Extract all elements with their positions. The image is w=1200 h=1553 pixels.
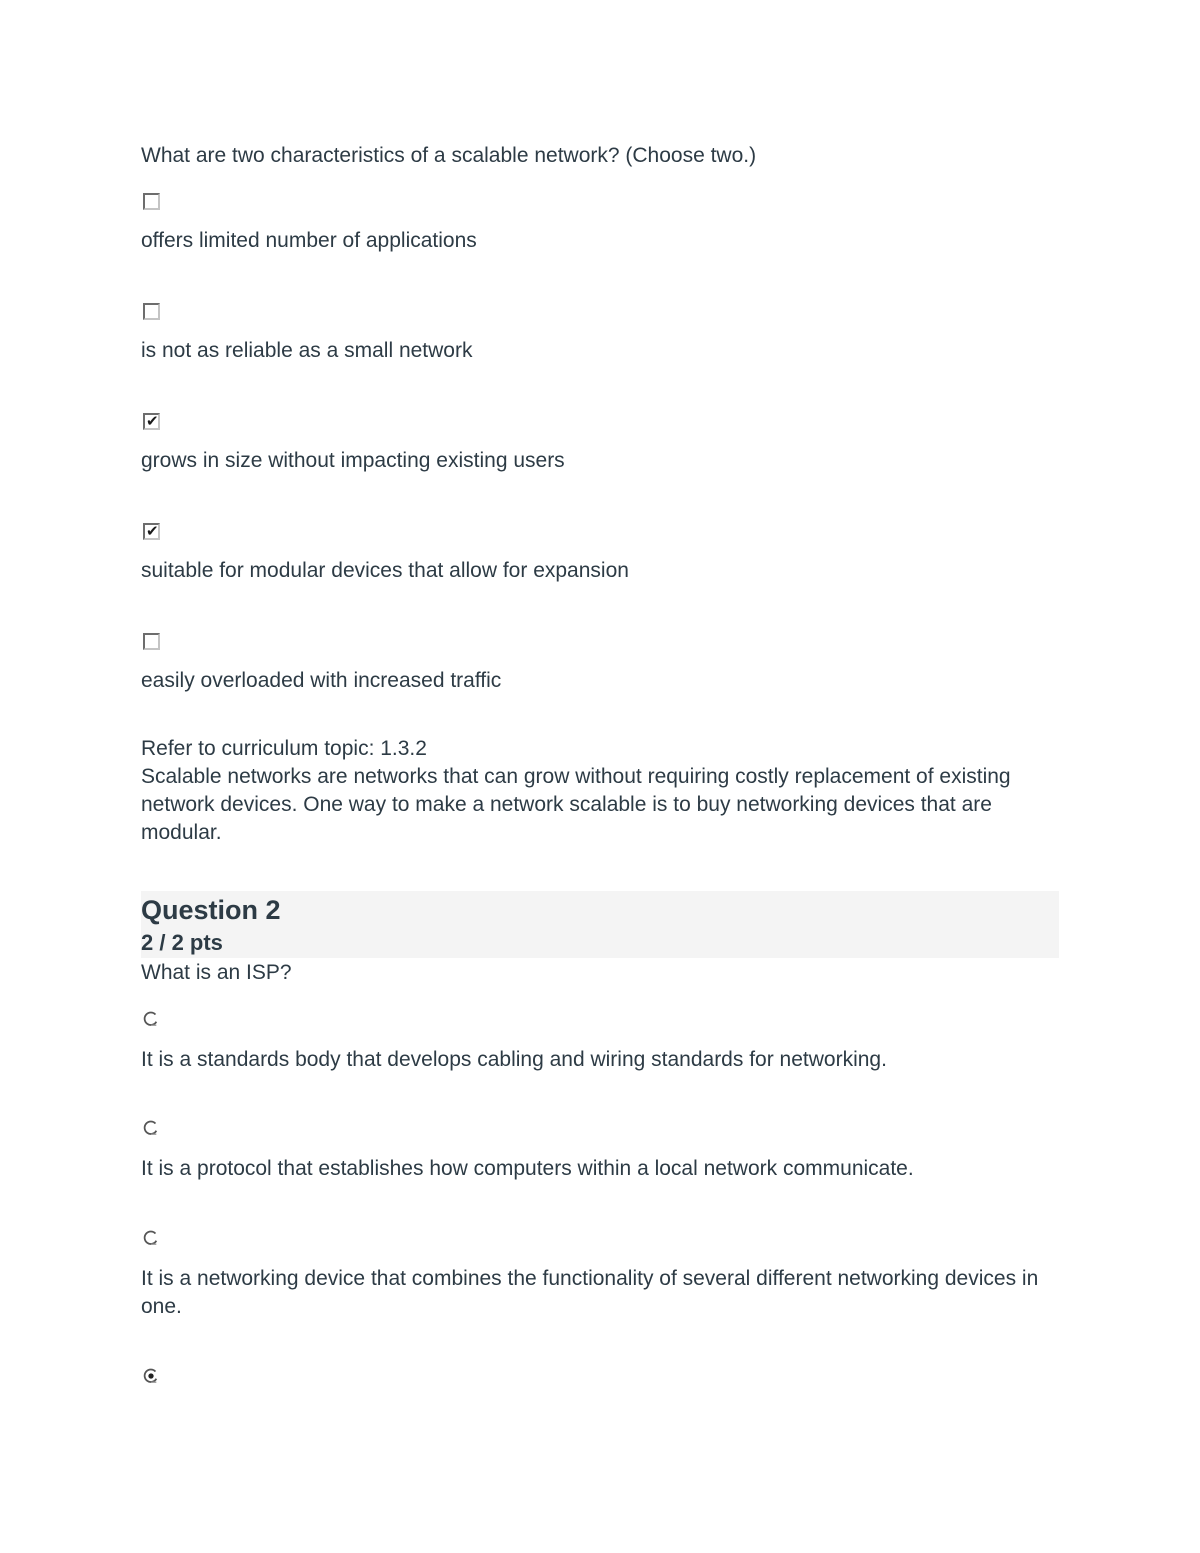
checkmark-icon: ✔ (146, 522, 159, 540)
q2-option-2-label: It is a protocol that establishes how computers within a local network communicate. (141, 1157, 914, 1180)
option-3-label: grows in size without impacting existing users (141, 449, 565, 472)
option-1-label: offers limited number of applications (141, 229, 477, 252)
checkmark-icon: ✔ (146, 412, 159, 430)
option-2-checkbox[interactable] (143, 303, 160, 320)
question-2-title: Question 2 (141, 895, 281, 925)
q2-option-1-radio[interactable] (143, 1011, 159, 1027)
option-5-label: easily overloaded with increased traffic (141, 669, 502, 692)
q2-option-3-label: It is a networking device that combines the functionality of several different networking devices in one. (141, 1267, 1039, 1318)
curriculum-reference: Refer to curriculum topic: 1.3.2 (141, 737, 427, 760)
option-4-label: suitable for modular devices that allow for expansion (141, 559, 629, 582)
q2-option-2-radio[interactable] (143, 1120, 159, 1136)
question-2-prompt: What is an ISP? (141, 961, 292, 984)
option-2-label: is not as reliable as a small network (141, 339, 473, 362)
option-1-checkbox[interactable] (143, 193, 160, 210)
answer-explanation: Scalable networks are networks that can grow without requiring costly replacement of existing network devices. One way to make a network scalable is to buy networking devices that are modular. (141, 765, 1011, 844)
option-3-checkbox[interactable] (143, 413, 160, 430)
q2-option-4-radio[interactable] (143, 1368, 159, 1384)
q2-option-3-radio[interactable] (143, 1230, 159, 1246)
radio-selected-dot (148, 1373, 153, 1378)
option-4-checkbox[interactable] (143, 523, 160, 540)
q2-option-1-label: It is a standards body that develops cabling and wiring standards for networking. (141, 1048, 887, 1071)
question-1-prompt: What are two characteristics of a scalable network? (Choose two.) (141, 144, 757, 167)
question-2-points: 2 / 2 pts (141, 930, 223, 955)
option-5-checkbox[interactable] (143, 633, 160, 650)
